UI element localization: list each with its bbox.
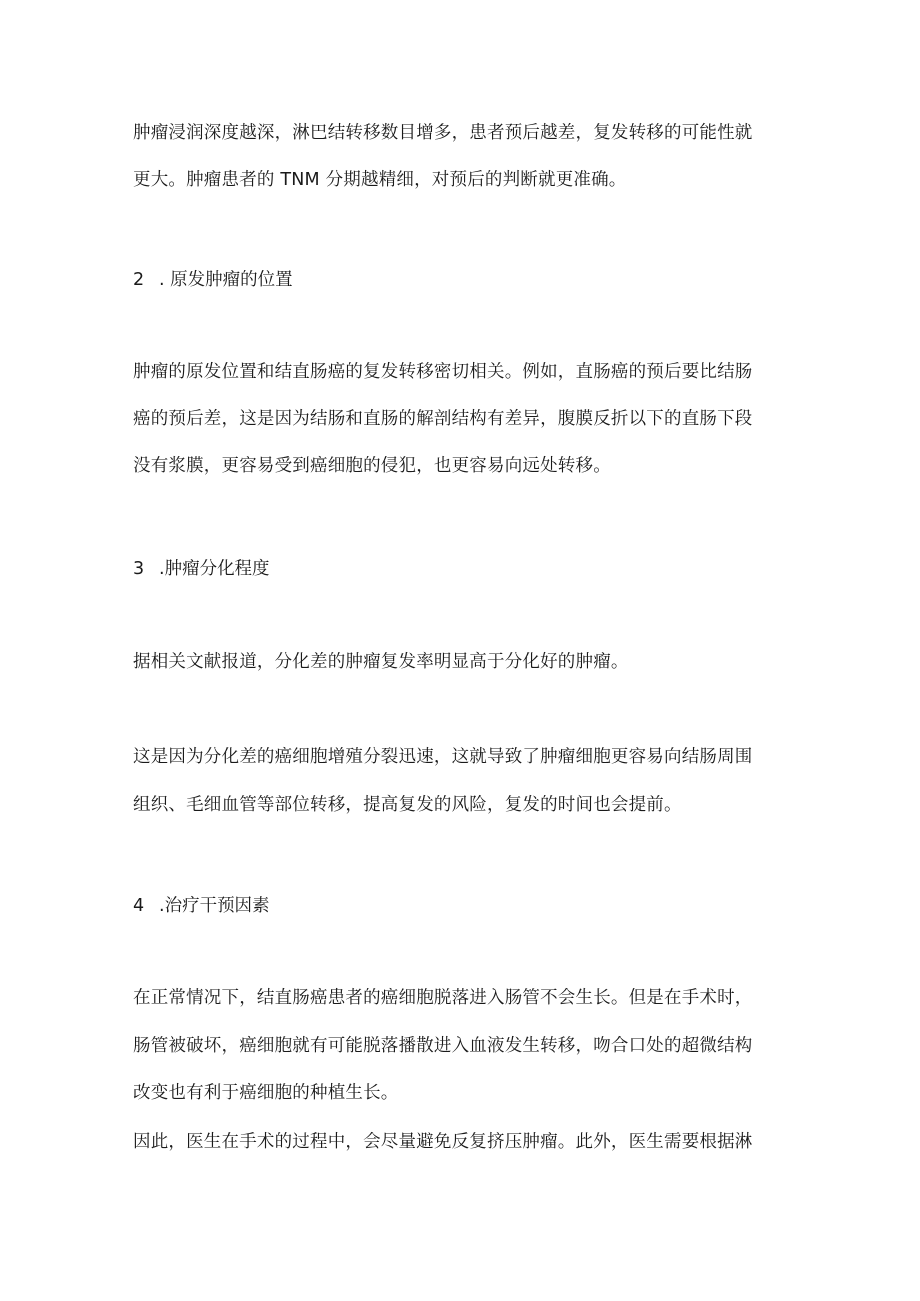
paragraph-line: 肠管被破坏，癌细胞就有可能脱落播散进入血液发生转移，吻合口处的超微结构	[133, 1036, 753, 1056]
paragraph-line: 肿瘤浸润深度越深，淋巴结转移数目增多，患者预后越差，复发转移的可能性就	[133, 123, 753, 143]
paragraph-line: 没有浆膜，更容易受到癌细胞的侵犯，也更容易向远处转移。	[133, 456, 611, 476]
heading-text: .肿瘤分化程度	[159, 559, 270, 579]
heading-number: 4	[133, 896, 145, 916]
heading-text: . 原发肿瘤的位置	[159, 270, 293, 290]
section-heading-4	[133, 894, 270, 918]
heading-text: .治疗干预因素	[159, 896, 270, 916]
paragraph-line: 因此，医生在手术的过程中，会尽量避免反复挤压肿瘤。此外，医生需要根据淋	[133, 1132, 753, 1152]
heading-number: 2	[133, 270, 145, 290]
paragraph-line: 据相关文献报道，分化差的肿瘤复发率明显高于分化好的肿瘤。	[133, 652, 629, 672]
paragraph-line: 在正常情况下，结直肠癌患者的癌细胞脱落进入肠管不会生长。但是在手术时，	[133, 988, 753, 1008]
paragraph-line: 更大。肿瘤患者的 TNM 分期越精细，对预后的判断就更准确。	[133, 170, 627, 190]
paragraph-line: 组织、毛细血管等部位转移，提高复发的风险，复发的时间也会提前。	[133, 795, 682, 815]
section-heading-2	[133, 268, 293, 292]
heading-number: 3	[133, 559, 145, 579]
paragraph-line: 这是因为分化差的癌细胞增殖分裂迅速，这就导致了肿瘤细胞更容易向结肠周围	[133, 747, 753, 767]
paragraph-line: 癌的预后差，这是因为结肠和直肠的解剖结构有差异，腹膜反折以下的直肠下段	[133, 409, 753, 429]
paragraph-line: 改变也有利于癌细胞的种植生长。	[133, 1083, 399, 1103]
paragraph-line: 肿瘤的原发位置和结直肠癌的复发转移密切相关。例如，直肠癌的预后要比结肠	[133, 362, 753, 382]
section-heading-3	[133, 557, 270, 581]
